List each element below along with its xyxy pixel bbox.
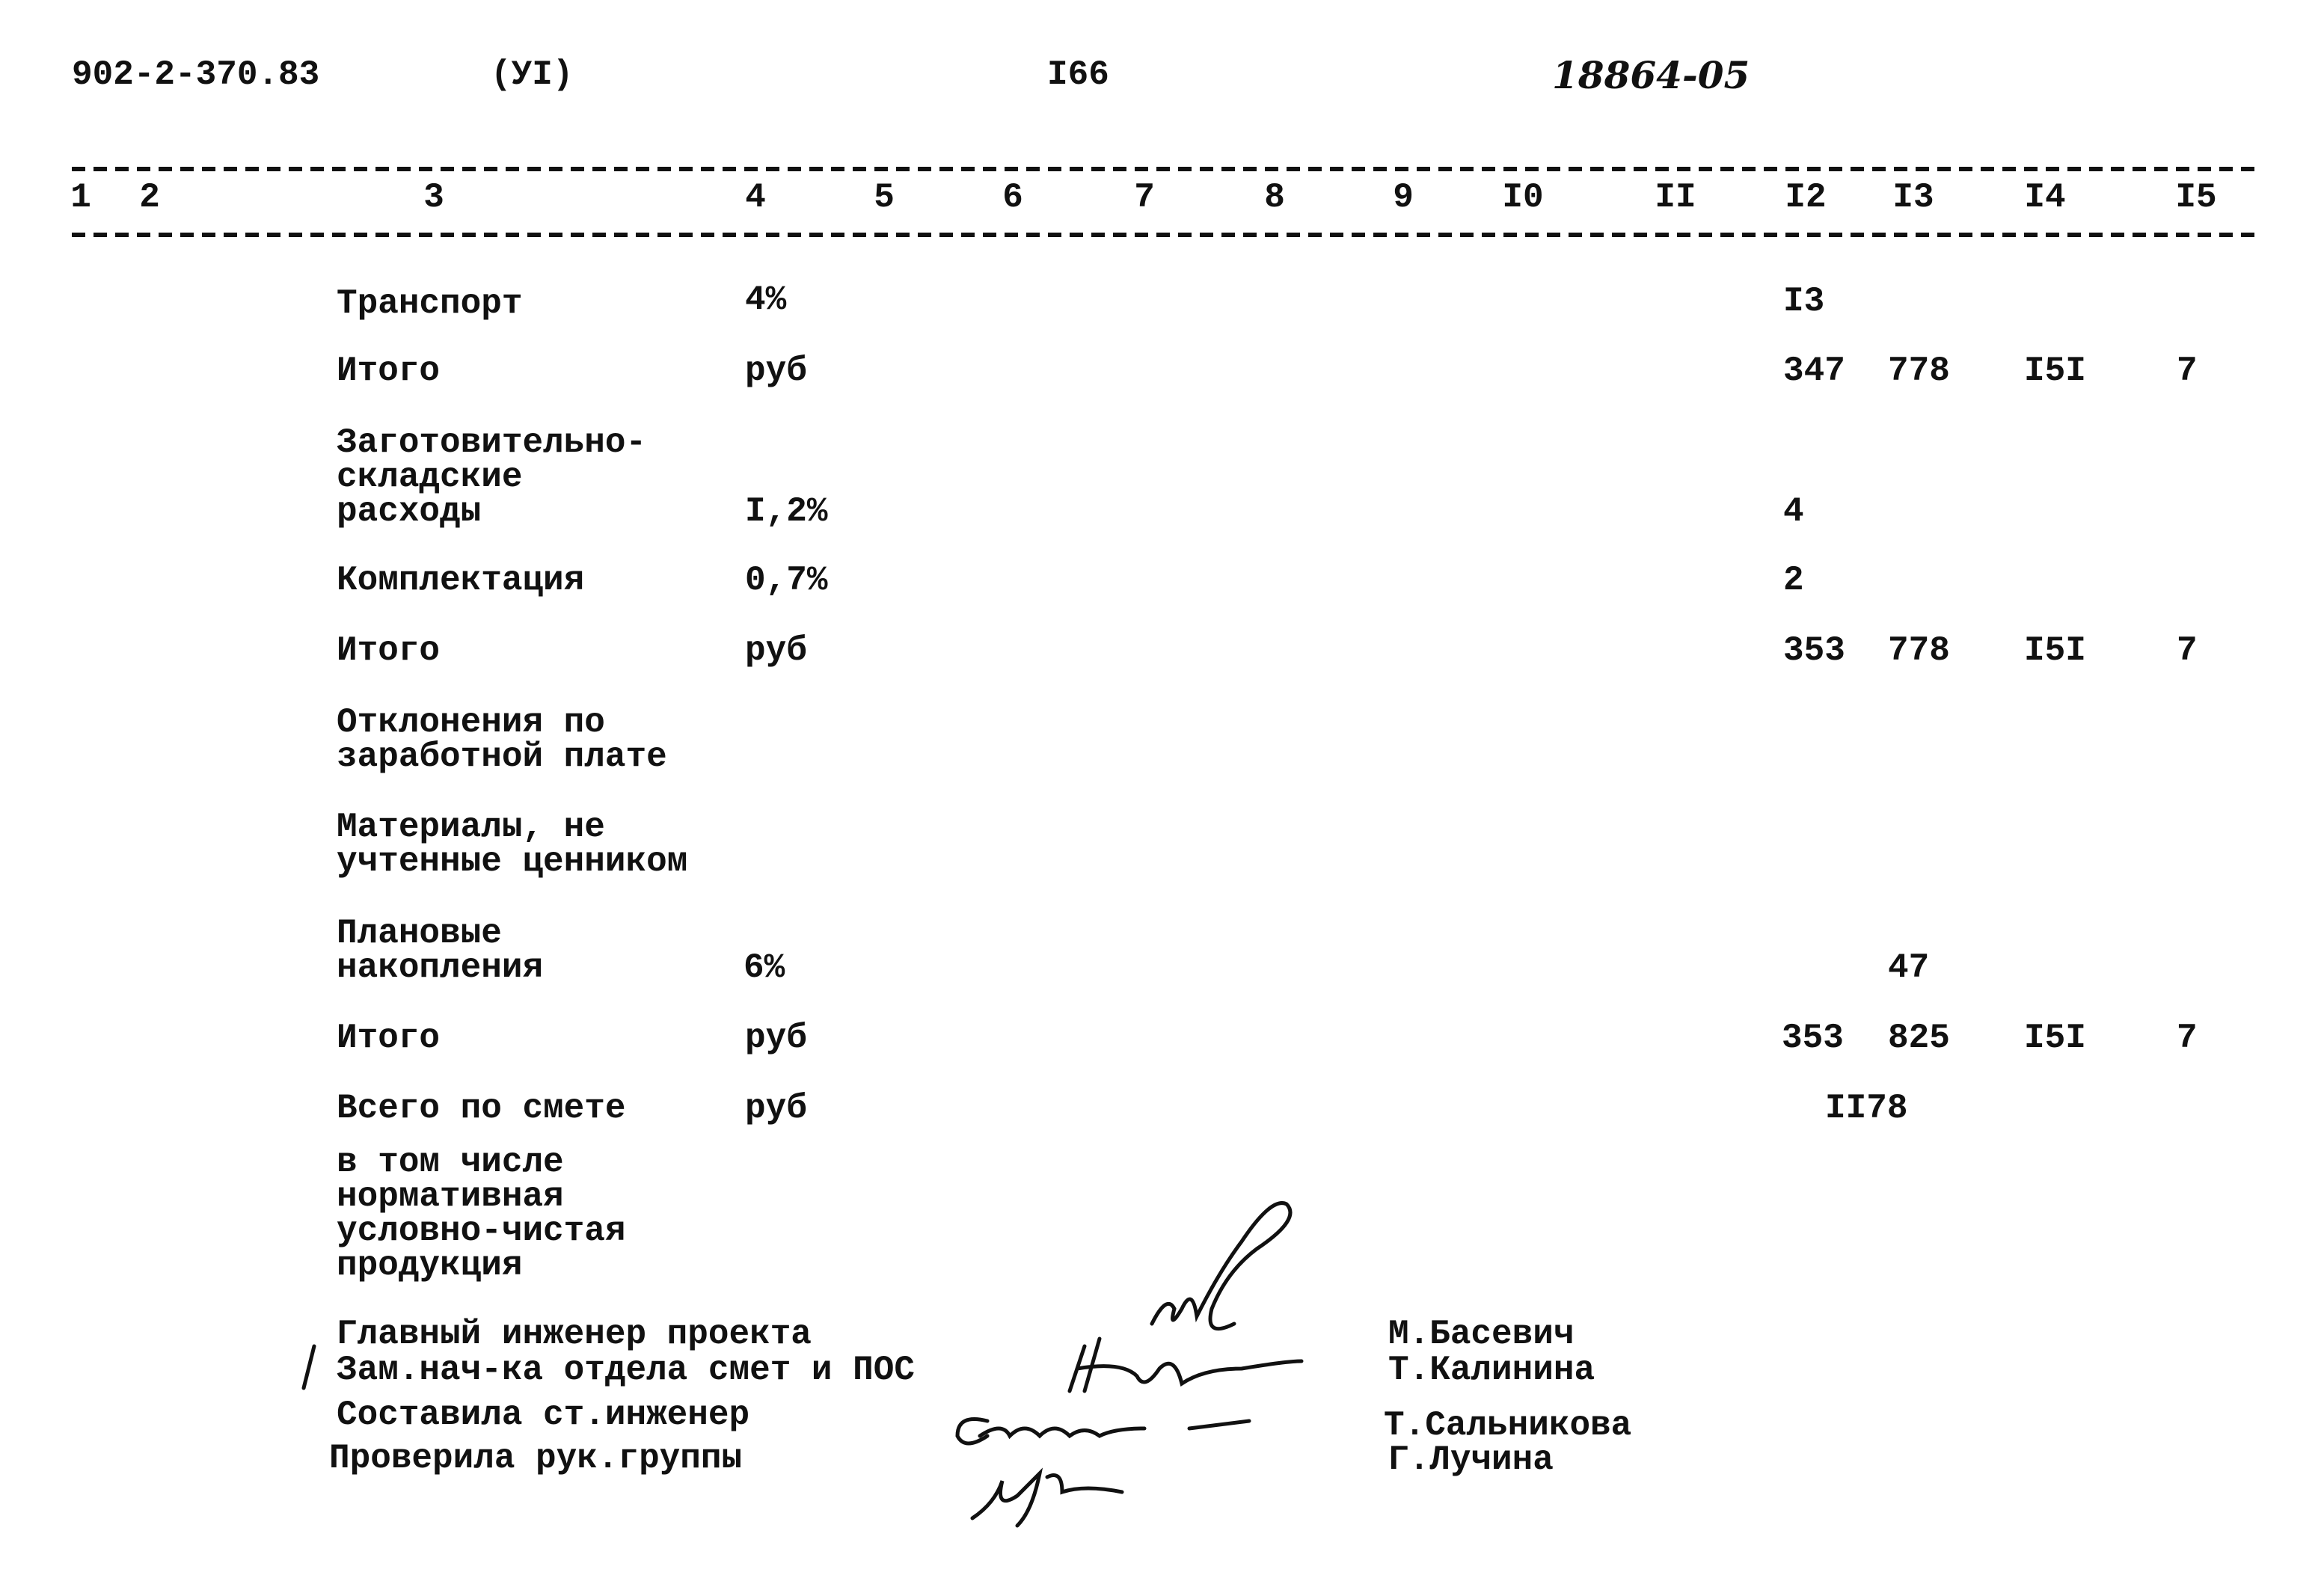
- row-unit: 0,7%: [745, 561, 828, 600]
- column-number: 9: [1393, 178, 1414, 217]
- cell-col15: 7: [2177, 352, 2198, 390]
- row-unit: I,2%: [745, 492, 828, 531]
- column-number: 4: [745, 178, 766, 217]
- row-unit: руб: [745, 631, 807, 670]
- column-number: I2: [1785, 178, 1827, 217]
- cell-col12: 353: [1783, 631, 1845, 670]
- cell-col12: 347: [1783, 352, 1845, 390]
- cell-col13: 778: [1888, 631, 1950, 670]
- row-label: Итого: [337, 631, 441, 670]
- cell-col12: 353: [1782, 1019, 1844, 1058]
- cell-col12: I3: [1783, 282, 1825, 321]
- row-unit: руб: [745, 352, 807, 390]
- row-label: Отклонения по заработной плате: [337, 703, 667, 776]
- cell-col14: I5I: [2024, 631, 2086, 670]
- column-number: I3: [1892, 178, 1934, 217]
- signature-name: М.Басевич: [1388, 1315, 1575, 1354]
- column-number: 8: [1264, 178, 1285, 217]
- row-label: Комплектация: [337, 561, 585, 600]
- cell-col15: 7: [2177, 631, 2198, 670]
- row-label: Итого: [337, 352, 441, 390]
- column-number: II: [1655, 178, 1696, 217]
- cell-col14: I5I: [2024, 352, 2086, 390]
- row-unit: 4%: [745, 280, 787, 319]
- cell-col12: 4: [1783, 492, 1804, 531]
- cell-col13: 778: [1888, 352, 1950, 390]
- column-number: 3: [423, 178, 444, 217]
- signature-role: Главный инженер проекта: [337, 1315, 812, 1354]
- column-number: I0: [1502, 178, 1544, 217]
- signature-role: Проверила рук.группы: [329, 1439, 743, 1478]
- row-unit: руб: [745, 1089, 807, 1128]
- column-number: 1: [70, 178, 91, 217]
- page-number: I66: [1047, 55, 1109, 94]
- signature-name: Г.Лучина: [1388, 1440, 1554, 1479]
- column-number: I5: [2175, 178, 2217, 217]
- cell-col15: 7: [2177, 1019, 2198, 1058]
- cell-total: II78: [1825, 1089, 1908, 1128]
- signature-compiler: [957, 1419, 1249, 1444]
- signature-deputy-head: [1070, 1339, 1301, 1391]
- doc-code: 902-2-370.83: [72, 55, 320, 94]
- cell-col13: 47: [1888, 948, 1930, 987]
- column-number: I4: [2024, 178, 2066, 217]
- row-unit: 6%: [744, 948, 785, 987]
- signature-checker: [972, 1473, 1122, 1526]
- row-label: Заготовительно- складские расходы: [337, 423, 647, 531]
- row-label: Плановые накопления: [337, 914, 544, 987]
- inventory-number: 18864-05: [1552, 53, 1750, 97]
- signature-name: Т.Калинина: [1388, 1351, 1595, 1390]
- row-label: Итого: [337, 1019, 441, 1058]
- signature-name: Т.Сальникова: [1384, 1406, 1632, 1445]
- row-label: Всего по смете: [337, 1089, 626, 1128]
- cell-col14: I5I: [2024, 1019, 2086, 1058]
- signature-role: Зам.нач-ка отдела смет и ПОС: [337, 1351, 915, 1390]
- column-number: 5: [874, 178, 895, 217]
- row-label: в том числе нормативная условно-чистая продукция: [337, 1143, 626, 1285]
- margin-tick-mark: [304, 1346, 314, 1388]
- signature-role: Составила ст.инженер: [337, 1396, 750, 1434]
- signature-chief-engineer: [1152, 1203, 1290, 1329]
- column-number: 7: [1134, 178, 1155, 217]
- row-label: Материалы, не учтенные ценником: [337, 808, 688, 881]
- row-label: Транспорт: [337, 284, 523, 323]
- column-number: 6: [1002, 178, 1023, 217]
- volume-number: (УI): [491, 55, 574, 94]
- column-number: 2: [139, 178, 160, 217]
- cell-col13: 825: [1888, 1019, 1950, 1058]
- row-unit: руб: [745, 1019, 807, 1058]
- cell-col12: 2: [1783, 561, 1804, 600]
